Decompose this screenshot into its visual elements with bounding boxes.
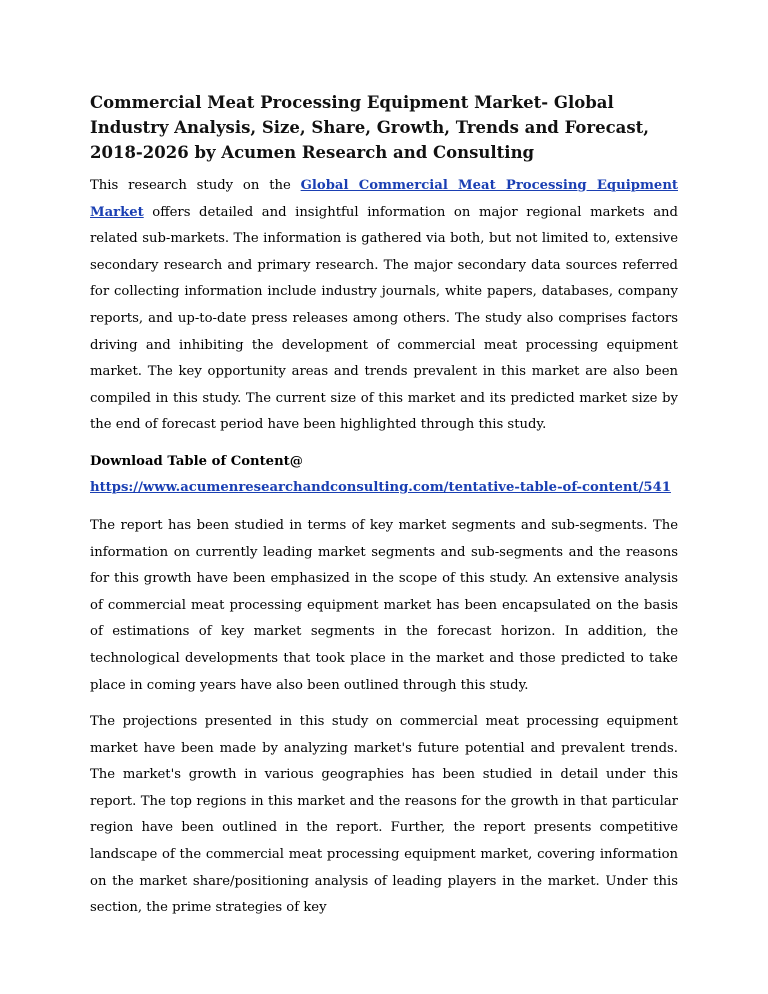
document-title: Commercial Meat Processing Equipment Market- Global Industry Analysis, Size, Share, Growth, Trends and Forecast, 2018-2026 by Acumen Research and Consulting <box>90 93 649 162</box>
download-section <box>90 449 678 501</box>
intro-text-before-link: This research study on the <box>90 178 301 193</box>
intro-text-after-link: offers detailed and insightful information on major regional markets and related sub-markets. The information is gathered via both, but not limited to, extensive secondary research and primary research. The major secondary data sources referred for collecting information include industry journals, white papers, databases, company reports, and up-to-date press releases among others. The study also comprises factors driving and inhibiting the development of commercial meat processing equipment market. The key opportunity areas and trends prevalent in this market are also been compiled in this study. The current size of this market and its predicted market size by the end of forecast period have been highlighted through this study. <box>90 204 678 433</box>
segments-paragraph: The report has been studied in terms of key market segments and sub-segments. The information on currently leading market segments and sub-segments and the reasons for this growth have been emphasized in the scope of this study. An extensive analysis of commercial meat processing equipment market has been encapsulated on the basis of estimations of key market segments in the forecast horizon. In addition, the technological developments that took place in the market and those predicted to take place in coming years have also been outlined through this study. <box>90 517 678 693</box>
download-heading: Download Table of Content@ <box>90 453 303 469</box>
market-report-link[interactable]: Global Commercial Meat Processing Equipment Market <box>90 178 678 220</box>
table-of-content-link[interactable]: https://www.acumenresearchandconsulting.com/tentative-table-of-content/541 <box>90 479 671 495</box>
intro-paragraph <box>90 173 678 439</box>
document-content <box>90 90 678 932</box>
projections-paragraph: The projections presented in this study on commercial meat processing equipment market have been made by analyzing market's future potential and prevalent trends. The market's growth in various geographies has been studied in detail under this report. The top regions in this market and the reasons for the growth in that particular region have been outlined in the report. Further, the report presents competitive landscape of the commercial meat processing equipment market, covering information on the market share/positioning analysis of leading players in the market. Under this section, the prime strategies of key <box>90 714 678 916</box>
